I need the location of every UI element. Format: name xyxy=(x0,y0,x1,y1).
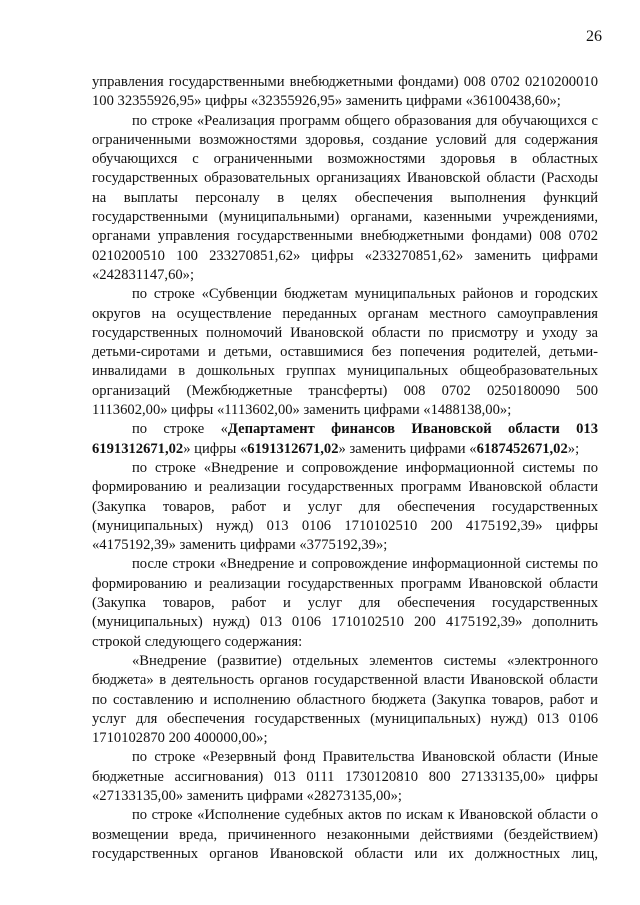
department-finance-bold: Департамент финансов Ивановской области 013 6191312671,02 xyxy=(92,421,598,457)
paragraph-4-suffix: »; xyxy=(567,440,580,457)
paragraph-5: по строке «Внедрение и сопровождение информационной системы по формированию и реализации государственных программ Ивановской области (Закупка товаров, работ и услуг для обеспечения государственных (муниципальных) нужд) 013 0106 1710102510 200 4175192,39» цифры «4175192,39» заменить цифрами «3775192,39»; xyxy=(92,459,598,554)
page-number: 26 xyxy=(586,28,602,45)
old-amount-bold: 6191312671,02 xyxy=(247,440,339,457)
paragraph-8: по строке «Резервный фонд Правительства Ивановской области (Иные бюджетные ассигнования) 013 0111 1730120810 800 27133135,00» цифры «27133135,00» заменить цифрами «28273135,00»; xyxy=(92,749,598,804)
paragraph-4-middle-2: » заменить цифрами « xyxy=(338,440,477,457)
paragraph-1: управления государственными внебюджетными фондами) 008 0702 0210200010 100 32355926,95» цифры «32355926,95» заменить цифрами «36100438,60»; xyxy=(92,74,598,110)
paragraph-2: по строке «Реализация программ общего образования для обучающихся с ограниченными возможностями здоровья, создание условий для содержания обучающихся с ограниченными возможностями здоровья в областных государственных образовательных организациях Ивановской области (Расходы на выплаты персоналу в целях обеспечения выполнения функций государственными (муниципальными) органами, казенными учреждениями, органами управления государственными внебюджетными фондами) 008 0702 0210200510 100 233270851,62» цифры «233270851,62» заменить цифрами «242831147,60»; xyxy=(92,112,598,283)
paragraph-7: «Внедрение (развитие) отдельных элементов системы «электронного бюджета» в деятельность органов государственной власти Ивановской области по составлению и исполнению областного бюджета (Закупка товаров, работ и услуг для обеспечения государственных (муниципальных) нужд) 013 0106 1710102870 200 400000,00»; xyxy=(92,652,598,747)
paragraph-4-middle: » цифры « xyxy=(183,440,248,457)
paragraph-6: после строки «Внедрение и сопровождение информационной системы по формированию и реализации государственных программ Ивановской области (Закупка товаров, работ и услуг для обеспечения государственных (муниципальных) нужд) 013 0106 1710102510 200 4175192,39» дополнить строкой следующего содержания: xyxy=(92,556,598,650)
document-body xyxy=(92,73,598,864)
new-amount-bold: 6187452671,02 xyxy=(476,440,568,457)
paragraph-4-prefix: по строке « xyxy=(132,421,228,438)
paragraph-9: по строке «Исполнение судебных актов по искам к Ивановской области о возмещении вреда, причиненного незаконными действиями (бездействием) государственных органов Ивановской области или их должностных лиц, xyxy=(92,807,598,862)
paragraph-4-department-finance xyxy=(92,420,598,459)
paragraph-3: по строке «Субвенции бюджетам муниципальных районов и городских округов на осуществление переданных органам местного самоуправления государственных полномочий Ивановской области по присмотру и уходу за детьми-сиротами и детьми, оставшимися без попечения родителей, детьми-инвалидами в дошкольных группах муниципальных общеобразовательных организаций (Межбюджетные трансферты) 008 0702 0250180090 500 1113602,00» цифры «1113602,00» заменить цифрами «1488138,00»; xyxy=(92,286,598,419)
